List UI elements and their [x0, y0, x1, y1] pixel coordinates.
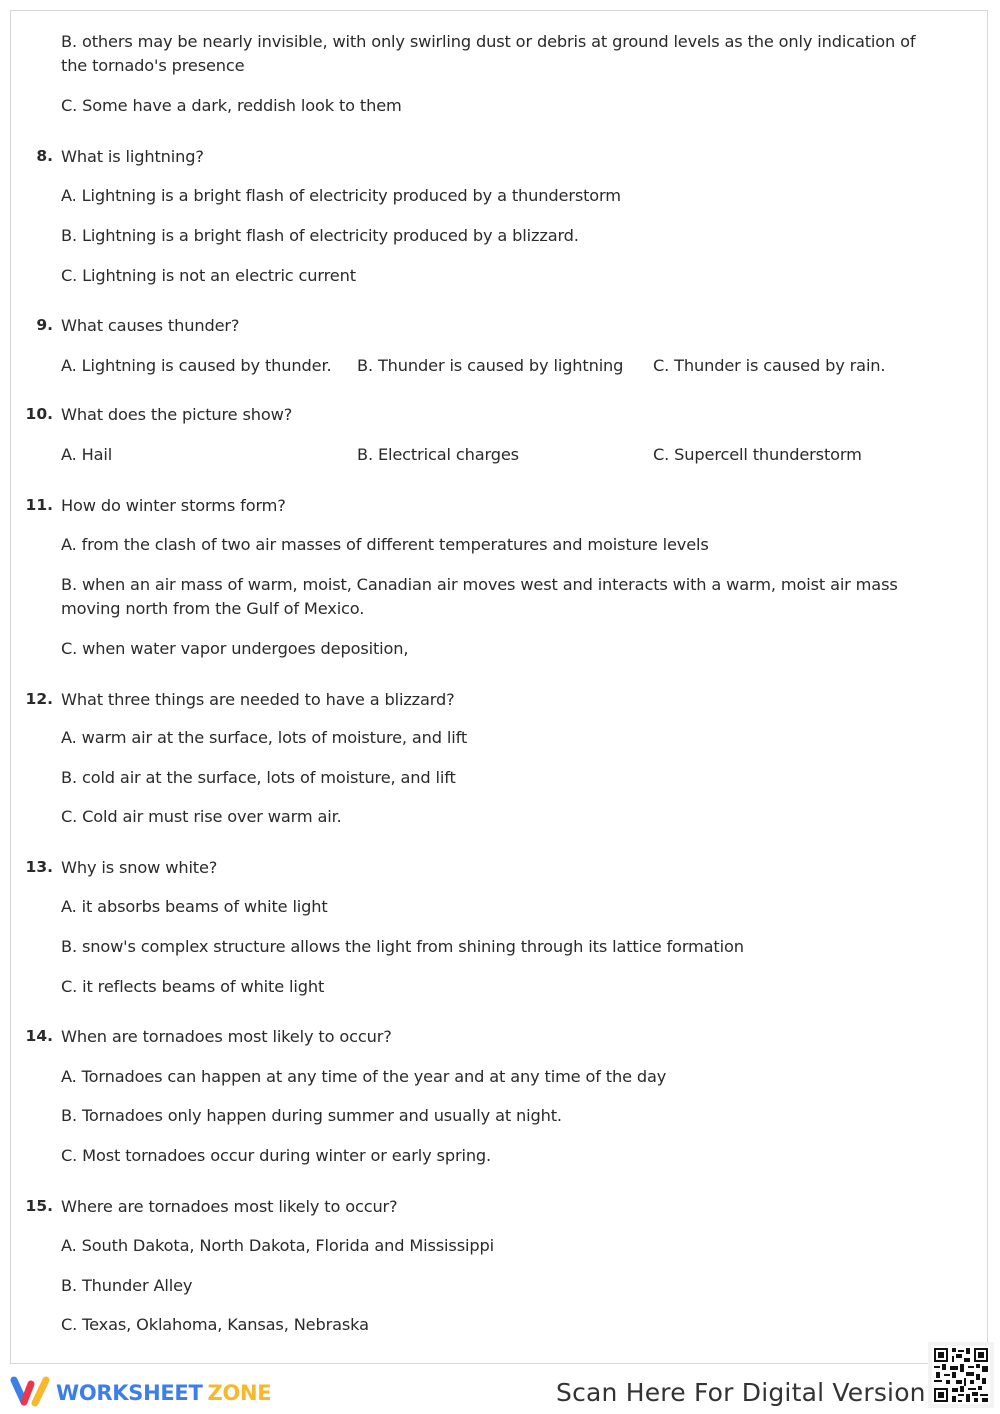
question-prompt: What three things are needed to have a blizzard? — [61, 690, 455, 709]
question-number: 11. — [25, 496, 53, 514]
option-b: B. Lightning is a bright flash of electricity produced by a blizzard. — [61, 226, 579, 245]
question-number: 10. — [25, 405, 53, 423]
option-b: B. Thunder is caused by lightning — [357, 356, 624, 375]
brand-name-zone: ZONE — [207, 1381, 272, 1405]
worksheetzone-logo[interactable] — [10, 1376, 271, 1410]
question-prompt: Why is snow white? — [61, 858, 218, 877]
option-a: A. Lightning is a bright flash of electricity produced by a thunderstorm — [61, 186, 621, 205]
qr-code-icon[interactable] — [928, 1342, 994, 1408]
option-c: C. when water vapor undergoes deposition, — [61, 639, 409, 658]
option-c: C. Supercell thunderstorm — [653, 445, 862, 464]
option-c: C. Texas, Oklahoma, Kansas, Nebraska — [61, 1315, 369, 1334]
brand-name-worksheet: WORKSHEET — [56, 1381, 203, 1405]
option-b: B. Thunder Alley — [61, 1276, 193, 1295]
option-a: A. it absorbs beams of white light — [61, 897, 328, 916]
question-prompt: When are tornadoes most likely to occur? — [61, 1027, 392, 1046]
option-c: C. Cold air must rise over warm air. — [61, 807, 342, 826]
option-b: B. cold air at the surface, lots of moisture, and lift — [61, 768, 456, 787]
question-number: 12. — [25, 690, 53, 708]
option-c: C. it reflects beams of white light — [61, 977, 325, 996]
question-number: 14. — [25, 1027, 53, 1045]
option-a: A. Tornadoes can happen at any time of the year and at any time of the day — [61, 1067, 667, 1086]
question-number: 15. — [25, 1197, 53, 1215]
q7-option-b — [61, 30, 931, 78]
q7-option-c — [61, 94, 402, 118]
question-prompt: How do winter storms form? — [61, 496, 286, 515]
option-label: C. — [61, 96, 78, 115]
option-c: C. Lightning is not an electric current — [61, 266, 356, 285]
question-prompt: What causes thunder? — [61, 316, 240, 335]
question-number: 8. — [36, 147, 53, 165]
option-text: Some have a dark, reddish look to them — [82, 96, 402, 115]
question-number: 9. — [36, 316, 53, 334]
option-c: C. Most tornadoes occur during winter or early spring. — [61, 1146, 492, 1165]
option-b: B. when an air mass of warm, moist, Canadian air moves west and interacts with a warm, moist air mass moving north from the Gulf of Mexico. — [61, 575, 898, 618]
question-number: 13. — [25, 858, 53, 876]
option-a: A. from the clash of two air masses of different temperatures and moisture levels — [61, 535, 709, 554]
worksheetzone-logo-icon — [10, 1375, 50, 1411]
scan-instruction: Scan Here For Digital Version — [556, 1378, 926, 1407]
option-a: A. South Dakota, North Dakota, Florida and Mississippi — [61, 1236, 494, 1255]
question-prompt: Where are tornadoes most likely to occur? — [61, 1197, 398, 1216]
question-prompt: What does the picture show? — [61, 405, 293, 424]
option-c: C. Thunder is caused by rain. — [653, 356, 886, 375]
question-prompt: What is lightning? — [61, 147, 204, 166]
option-text: others may be nearly invisible, with only swirling dust or debris at ground levels as the only indication of the tornado's presence — [61, 32, 916, 75]
option-a: A. Hail — [61, 445, 113, 464]
option-label: B. — [61, 32, 77, 51]
option-b: B. Electrical charges — [357, 445, 519, 464]
option-a: A. warm air at the surface, lots of moisture, and lift — [61, 728, 468, 747]
option-b: B. Tornadoes only happen during summer and usually at night. — [61, 1106, 562, 1125]
option-b: B. snow's complex structure allows the light from shining through its lattice formation — [61, 937, 744, 956]
option-a: A. Lightning is caused by thunder. — [61, 356, 332, 375]
